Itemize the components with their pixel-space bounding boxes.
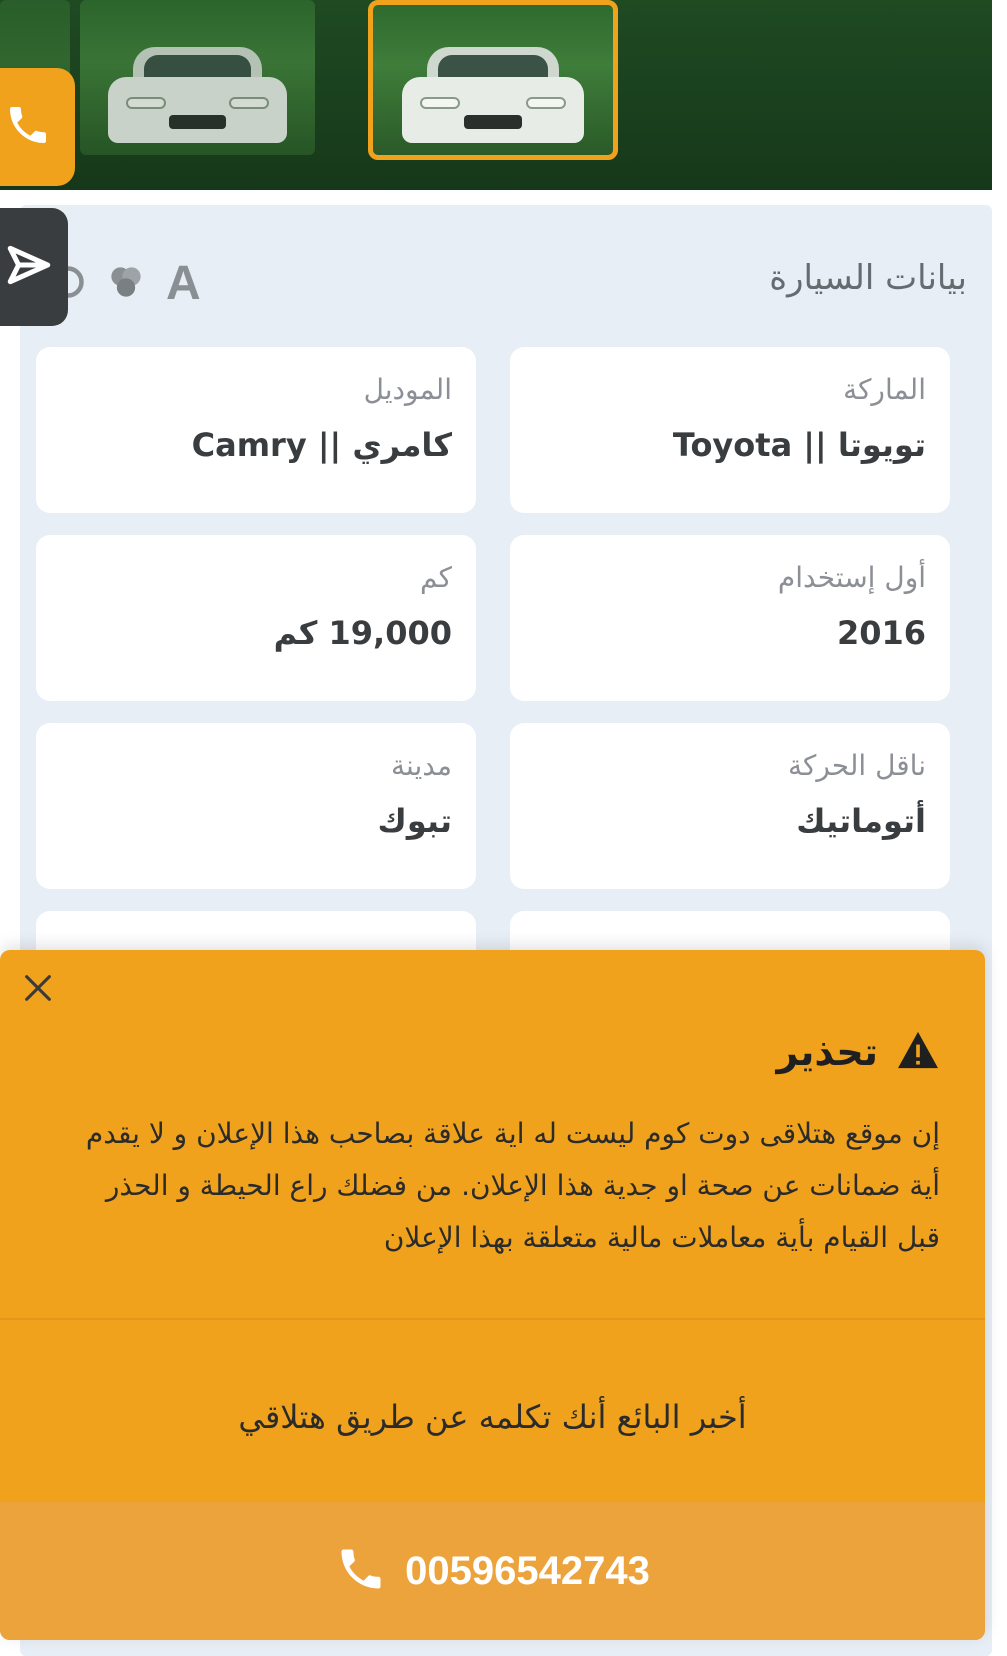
gallery-thumbnail[interactable] [80, 0, 315, 155]
car-image [402, 51, 584, 143]
card-label: أول إستخدام [777, 561, 926, 594]
card-label: كم [420, 561, 452, 594]
share-float-button[interactable] [0, 208, 68, 326]
image-gallery [0, 0, 992, 190]
card-label: الموديل [363, 373, 452, 406]
tell-seller-note: أخبر البائع أنك تكلمه عن طريق هتلاقي [238, 1398, 747, 1436]
info-card-model [36, 347, 476, 513]
info-card-brand [510, 347, 950, 513]
share-icon [4, 240, 54, 294]
info-card-first-use [510, 535, 950, 701]
warning-modal [0, 950, 985, 1640]
card-value: أتوماتيك [796, 802, 926, 840]
warning-text: إن موقع هتلاقى دوت كوم ليست له اية علاقة بصاحب هذا الإعلان و لا يقدم أية ضمانات عن صحة او جدية هذا الإعلان. من فضلك راع الحيطة و الحذر قبل القيام بأية معاملات مالية متعلقة بهذا الإعلان [85, 1117, 940, 1254]
info-card-city [36, 723, 476, 889]
car-image [108, 51, 287, 143]
gallery-thumbnail-selected[interactable] [368, 0, 618, 160]
phone-icon [4, 101, 52, 153]
phone-icon [335, 1543, 387, 1599]
card-value: كامري || Camry [191, 426, 452, 464]
divider [0, 1318, 985, 1320]
close-button[interactable] [18, 970, 58, 1010]
close-icon [21, 971, 55, 1009]
palette-icon[interactable] [104, 260, 148, 308]
card-label: الماركة [843, 373, 926, 406]
card-value: تويوتا || Toyota [672, 426, 926, 464]
card-value: تبوك [377, 802, 452, 840]
info-card-transmission [510, 723, 950, 889]
card-value: 19,000 كم [273, 614, 452, 652]
accessibility-tools [50, 256, 201, 311]
call-float-button[interactable] [0, 68, 75, 186]
card-value: 2016 [836, 614, 926, 652]
info-card-mileage [36, 535, 476, 701]
card-label: ناقل الحركة [788, 749, 926, 782]
card-label: مدينة [391, 749, 452, 782]
call-seller-button[interactable] [0, 1502, 985, 1640]
font-size-button[interactable]: A [166, 257, 201, 310]
section-title: بيانات السيارة [769, 258, 967, 298]
warning-icon [896, 1030, 940, 1074]
warning-title: تحذير [776, 1030, 878, 1074]
warning-heading [776, 1030, 940, 1074]
phone-number: 00596542743 [405, 1548, 650, 1593]
